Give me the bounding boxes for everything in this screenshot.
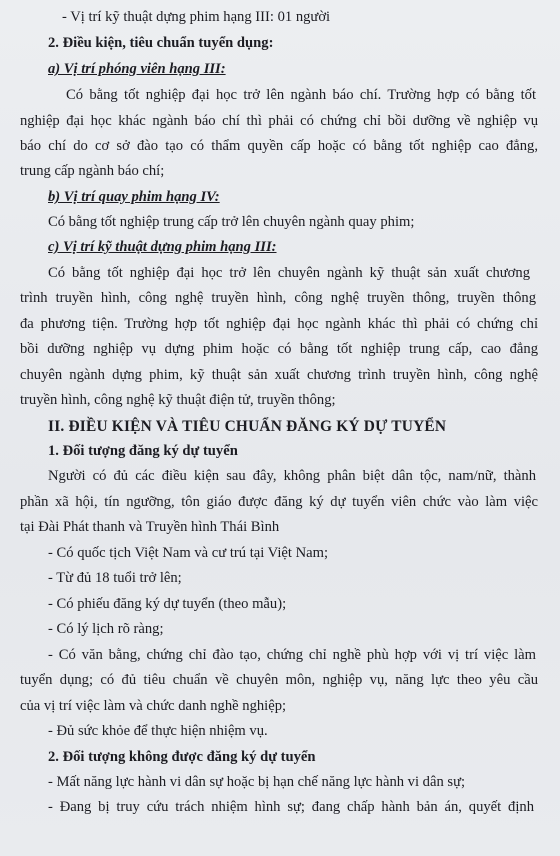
text-line: - Vị trí kỹ thuật dựng phim hạng III: 01 người — [62, 9, 331, 25]
subsection-heading: c) Vị trí kỹ thuật dựng phim hạng III: — [48, 239, 277, 255]
list-item: - Có quốc tịch Việt Nam và cư trú tại Việt Nam; — [48, 545, 328, 561]
section-heading: 2. Điều kiện, tiêu chuẩn tuyển dụng: — [48, 35, 274, 51]
text-line: đa phương tiện. Trường hợp tốt nghiệp đại học ngành khác thì phải có chứng chỉ — [20, 316, 538, 332]
text-line: nghiệp đại học khác ngành báo chí thì phải có chứng chỉ bồi dưỡng về nghiệp vụ — [20, 113, 538, 129]
subsection-heading: a) Vị trí phóng viên hạng III: — [48, 61, 226, 77]
text-line: truyền hình, công nghệ kỹ thuật điện tử, truyền thông; — [20, 392, 336, 408]
list-item: - Có văn bằng, chứng chỉ đào tạo, chứng chỉ nghề phù hợp với vị trí việc làm — [48, 647, 536, 663]
text-line: Có bằng tốt nghiệp đại học trở lên ngành báo chí. Trường hợp có bằng tốt — [66, 87, 536, 103]
text-line: Người có đủ các điều kiện sau đây, không phân biệt dân tộc, nam/nữ, thành — [48, 468, 536, 484]
text-line: phần xã hội, tín ngưỡng, tôn giáo được đăng ký dự tuyển viên chức vào làm việc — [20, 494, 538, 510]
section-heading: 1. Đối tượng đăng ký dự tuyển — [48, 443, 238, 459]
subsection-heading: b) Vị trí quay phim hạng IV: — [48, 189, 220, 205]
list-item: - Có phiếu đăng ký dự tuyển (theo mẫu); — [48, 596, 287, 612]
text-line: trình truyền hình, công nghệ truyền hình, công nghệ truyền thông, truyền thông — [20, 290, 536, 306]
text-line: Có bằng tốt nghiệp trung cấp trở lên chuyên ngành quay phim; — [48, 214, 415, 230]
list-item: - Mất năng lực hành vi dân sự hoặc bị hạn chế năng lực hành vi dân sự; — [48, 774, 466, 790]
chapter-heading: II. ĐIỀU KIỆN VÀ TIÊU CHUẨN ĐĂNG KÝ DỰ TUYỂN — [48, 418, 447, 435]
section-heading: 2. Đối tượng không được đăng ký dự tuyển — [48, 749, 316, 765]
text-line: bồi dưỡng nghiệp vụ dựng phim hoặc có bằng tốt nghiệp trung cấp, cao đẳng — [20, 341, 538, 357]
text-line: báo chí do cơ sở đào tạo có thẩm quyền cấp hoặc có bằng tốt nghiệp cao đẳng, — [20, 138, 538, 154]
list-item: - Đang bị truy cứu trách nhiệm hình sự; đang chấp hành bản án, quyết định — [48, 799, 534, 815]
text-line: Có bằng tốt nghiệp đại học trở lên chuyên ngành kỹ thuật sản xuất chương — [48, 265, 530, 281]
text-line: tại Đài Phát thanh và Truyền hình Thái Bình — [20, 519, 280, 535]
text-line: trung cấp ngành báo chí; — [20, 163, 165, 179]
list-item: - Đủ sức khỏe để thực hiện nhiệm vụ. — [48, 723, 268, 739]
text-line: chuyên ngành dựng phim, kỹ thuật sản xuất chương trình truyền hình, công nghệ — [20, 367, 538, 383]
list-item: - Từ đủ 18 tuổi trở lên; — [48, 570, 182, 586]
text-line: của vị trí việc làm và chức danh nghề nghiệp; — [20, 698, 287, 714]
text-line: tuyển dụng; có đủ tiêu chuẩn về chuyên môn, nghiệp vụ, năng lực theo yêu cầu — [20, 672, 538, 688]
list-item: - Có lý lịch rõ ràng; — [48, 621, 164, 637]
